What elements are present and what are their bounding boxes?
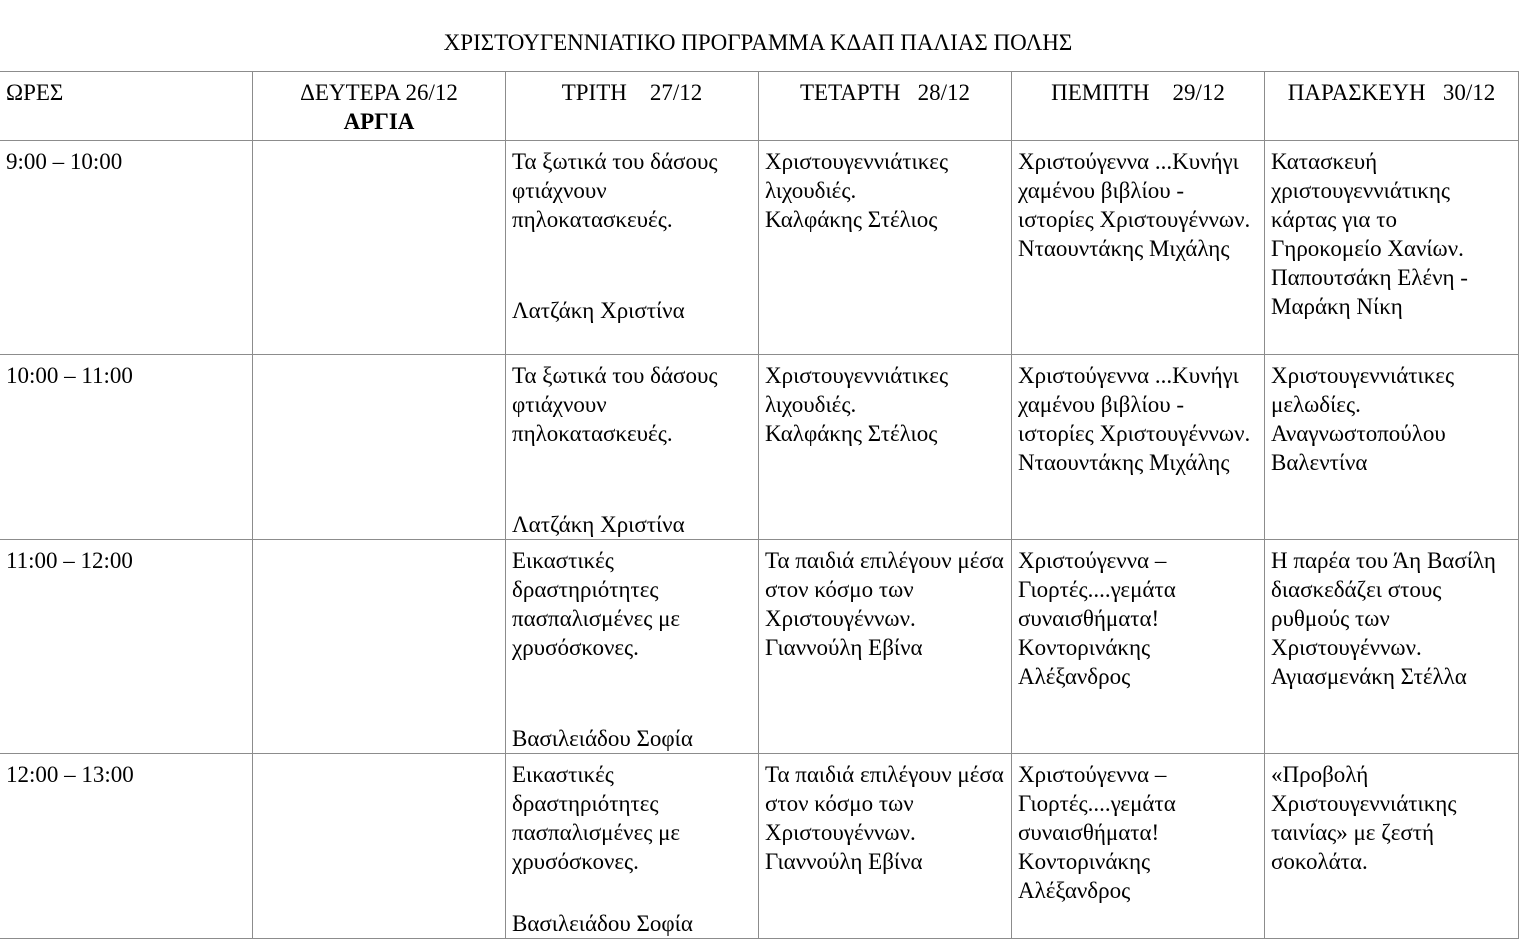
tuesday-cell <box>506 754 759 939</box>
wednesday-cell <box>759 141 1012 355</box>
cell-content <box>1271 546 1512 691</box>
teacher-name: Αγιασμενάκη Στέλλα <box>1271 664 1467 689</box>
header-tuesday <box>506 72 759 141</box>
activity-text: Χριστουγεννιάτικες λιχουδιές. <box>765 149 949 203</box>
friday-cell <box>1265 754 1519 939</box>
cell-content <box>512 760 752 938</box>
table-row <box>0 355 1519 540</box>
friday-cell <box>1265 540 1519 754</box>
time-label: 11:00 – 12:00 <box>6 548 133 573</box>
cell-content <box>512 546 752 753</box>
cell-content <box>1271 147 1512 321</box>
activity-text: Τα ξωτικά του δάσους φτιάχνουν πηλοκατασκευές. <box>512 149 718 232</box>
header-hours-label: ΩΡΕΣ <box>6 80 64 105</box>
monday-cell <box>253 355 506 540</box>
cell-content <box>1271 361 1512 477</box>
header-tuesday-label: ΤΡΙΤΗ 27/12 <box>561 80 703 105</box>
cell-content <box>1018 760 1258 905</box>
cell-content <box>1271 760 1512 876</box>
wednesday-cell <box>759 754 1012 939</box>
activity-text: Τα ξωτικά του δάσους φτιάχνουν πηλοκατασκευές. <box>512 363 718 446</box>
teacher-name: Λατζάκη Χριστίνα <box>512 512 685 537</box>
header-friday-label: ΠΑΡΑΣΚΕΥΗ 30/12 <box>1287 80 1496 105</box>
time-label: 10:00 – 11:00 <box>6 363 133 388</box>
activity-text: Χριστουγεννιάτικες λιχουδιές. <box>765 363 949 417</box>
header-wednesday <box>759 72 1012 141</box>
activity-text: Κατασκευή χριστουγεννιάτικης κάρτας για το Γηροκομείο Χανίων. <box>1271 149 1464 261</box>
wednesday-cell <box>759 540 1012 754</box>
header-row <box>0 72 1519 141</box>
cell-content <box>765 546 1005 662</box>
time-label: 12:00 – 13:00 <box>6 762 134 787</box>
time-cell <box>0 540 253 754</box>
teacher-name: Γιαννούλη Εβίνα <box>765 635 923 660</box>
header-thursday-label: ΠΕΜΠΤΗ 29/12 <box>1051 80 1225 105</box>
teacher-name: Λατζάκη Χριστίνα <box>512 298 685 323</box>
cell-content <box>1018 546 1258 691</box>
friday-cell <box>1265 141 1519 355</box>
activity-text: Χριστούγεννα ...Κυνήγι χαμένου βιβλίου - ιστορίες Χριστουγέννων. <box>1018 363 1251 446</box>
table-row <box>0 141 1519 355</box>
cell-content <box>1018 147 1258 292</box>
header-hours <box>0 72 253 141</box>
activity-text: Εικαστικές δραστηριότητες πασπαλισμένες με χρυσόσκονες. <box>512 762 681 874</box>
teacher-name: Παπουτσάκη Ελένη - Μαράκη Νίκη <box>1271 265 1468 319</box>
activity-text: Χριστούγεννα – Γιορτές....γεμάτα συναισθήματα! <box>1018 762 1176 845</box>
time-cell <box>0 754 253 939</box>
schedule-table <box>0 71 1519 939</box>
header-wednesday-label: ΤΕΤΑΡΤΗ 28/12 <box>799 80 970 105</box>
activity-text: Τα παιδιά επιλέγουν μέσα στον κόσμο των Χριστουγέννων. <box>765 548 1004 631</box>
table-row <box>0 754 1519 939</box>
friday-cell <box>1265 355 1519 540</box>
cell-content <box>1018 361 1258 477</box>
thursday-cell <box>1012 540 1265 754</box>
header-thursday <box>1012 72 1265 141</box>
thursday-cell <box>1012 355 1265 540</box>
activity-text: Τα παιδιά επιλέγουν μέσα στον κόσμο των Χριστουγέννων. <box>765 762 1004 845</box>
teacher-name: Κοντορινάκης Αλέξανδρος <box>1018 849 1151 903</box>
cell-content <box>765 147 1005 263</box>
cell-content <box>765 361 1005 448</box>
page-title: ΧΡΙΣΤΟΥΓΕΝΝΙΑΤΙΚΟ ΠΡΟΓΡΑΜΜΑ ΚΔΑΠ ΠΑΛΙΑΣ ΠΟΛΗΣ <box>443 30 1073 55</box>
teacher-name: Νταουντάκης Μιχάλης <box>1018 236 1230 261</box>
monday-cell <box>253 141 506 355</box>
activity-text: «Προβολή Χριστουγεννιάτικης ταινίας» με ζεστή σοκολάτα. <box>1271 762 1457 874</box>
teacher-name: Καλφάκης Στέλιος <box>765 421 938 446</box>
tuesday-cell <box>506 141 759 355</box>
activity-text: Χριστούγεννα ...Κυνήγι χαμένου βιβλίου - ιστορίες Χριστουγέννων. <box>1018 149 1251 232</box>
monday-cell <box>253 540 506 754</box>
teacher-name: Καλφάκης Στέλιος <box>765 207 938 232</box>
activity-text: Εικαστικές δραστηριότητες πασπαλισμένες με χρυσόσκονες. <box>512 548 681 660</box>
teacher-name: Αναγνωστοπούλου Βαλεντίνα <box>1271 421 1446 475</box>
teacher-name: Γιαννούλη Εβίνα <box>765 849 923 874</box>
cell-content <box>512 361 752 539</box>
header-friday <box>1265 72 1519 141</box>
tuesday-cell <box>506 355 759 540</box>
activity-text: Χριστουγεννιάτικες μελωδίες. <box>1271 363 1455 417</box>
teacher-name: Κοντορινάκης Αλέξανδρος <box>1018 635 1151 689</box>
header-monday <box>253 72 506 141</box>
table-row <box>0 540 1519 754</box>
teacher-name: Νταουντάκης Μιχάλης <box>1018 450 1230 475</box>
teacher-name: Βασιλειάδου Σοφία <box>512 726 693 751</box>
time-cell <box>0 355 253 540</box>
activity-text: Η παρέα του Άη Βασίλη διασκεδάζει στους ρυθμούς των Χριστουγέννων. <box>1271 548 1496 660</box>
thursday-cell <box>1012 141 1265 355</box>
header-monday-note: ΑΡΓΙΑ <box>343 109 415 134</box>
monday-cell <box>253 754 506 939</box>
thursday-cell <box>1012 754 1265 939</box>
teacher-name: Βασιλειάδου Σοφία <box>512 911 693 936</box>
wednesday-cell <box>759 355 1012 540</box>
cell-content <box>512 147 752 354</box>
tuesday-cell <box>506 540 759 754</box>
activity-text: Χριστούγεννα – Γιορτές....γεμάτα συναισθήματα! <box>1018 548 1176 631</box>
header-monday-label: ΔΕΥΤΕΡΑ 26/12 <box>300 80 458 105</box>
time-cell <box>0 141 253 355</box>
cell-content <box>765 760 1005 876</box>
time-label: 9:00 – 10:00 <box>6 149 123 174</box>
